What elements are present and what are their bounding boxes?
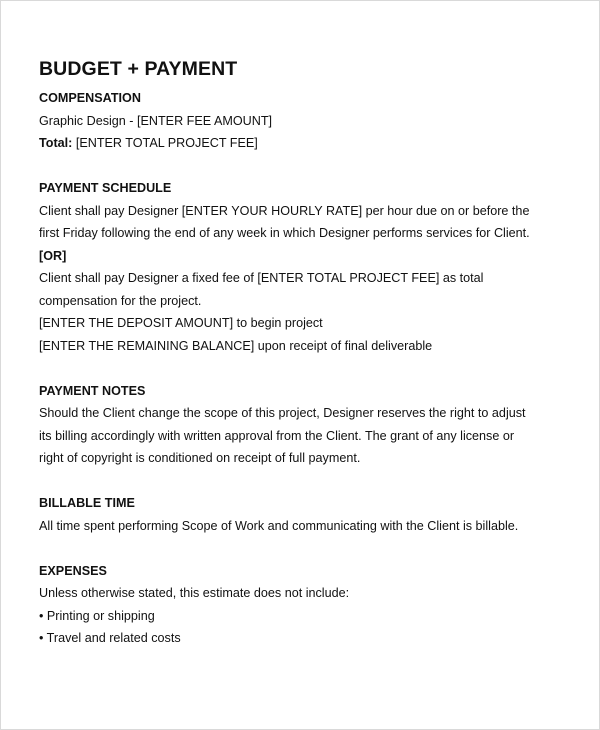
compensation-section	[39, 87, 569, 155]
billable-time-line: All time spent performing Scope of Work and communicating with the Client is billable.	[39, 518, 519, 533]
payment-notes-line: right of copyright is conditioned on receipt of full payment.	[39, 451, 361, 465]
payment-schedule-line: Client shall pay Designer [ENTER YOUR HOURLY RATE] per hour due on or before the	[39, 203, 530, 218]
expenses-intro: Unless otherwise stated, this estimate does not include:	[39, 586, 350, 600]
payment-notes-section	[39, 380, 569, 470]
payment-schedule-line: compensation for the project.	[39, 293, 202, 308]
or-label: [OR]	[39, 248, 67, 263]
section-gap	[39, 155, 569, 178]
expenses-list-item: • Travel and related costs	[39, 631, 181, 645]
payment-notes-line: its billing accordingly with written approval from the Client. The grant of any license or	[39, 428, 515, 443]
document-content	[39, 55, 569, 650]
compensation-total-line	[39, 132, 569, 155]
billable-time-heading: BILLABLE TIME	[39, 496, 135, 510]
section-gap	[39, 357, 569, 380]
section-gap	[39, 470, 569, 493]
billable-time-section	[39, 492, 569, 537]
expenses-section	[39, 560, 569, 650]
payment-schedule-heading: PAYMENT SCHEDULE	[39, 181, 172, 195]
payment-schedule-line: first Friday following the end of any week in which Designer performs services for Client.	[39, 226, 530, 240]
payment-schedule-section	[39, 177, 569, 357]
payment-schedule-line: [ENTER THE REMAINING BALANCE] upon receipt of final deliverable	[39, 338, 433, 353]
payment-schedule-line: [ENTER THE DEPOSIT AMOUNT] to begin project	[39, 316, 323, 330]
expenses-heading: EXPENSES	[39, 563, 107, 578]
payment-schedule-line: Client shall pay Designer a fixed fee of [ENTER TOTAL PROJECT FEE] as total	[39, 271, 484, 285]
total-label: Total:	[39, 136, 73, 150]
expenses-list-item: • Printing or shipping	[39, 608, 155, 623]
total-value: [ENTER TOTAL PROJECT FEE]	[72, 136, 258, 150]
section-gap	[39, 537, 569, 560]
compensation-heading: COMPENSATION	[39, 91, 141, 105]
payment-notes-heading: PAYMENT NOTES	[39, 383, 146, 398]
compensation-line: Graphic Design - [ENTER FEE AMOUNT]	[39, 113, 273, 128]
payment-notes-line: Should the Client change the scope of this project, Designer reserves the right to adjust	[39, 406, 526, 420]
document-title: BUDGET + PAYMENT	[39, 58, 238, 80]
